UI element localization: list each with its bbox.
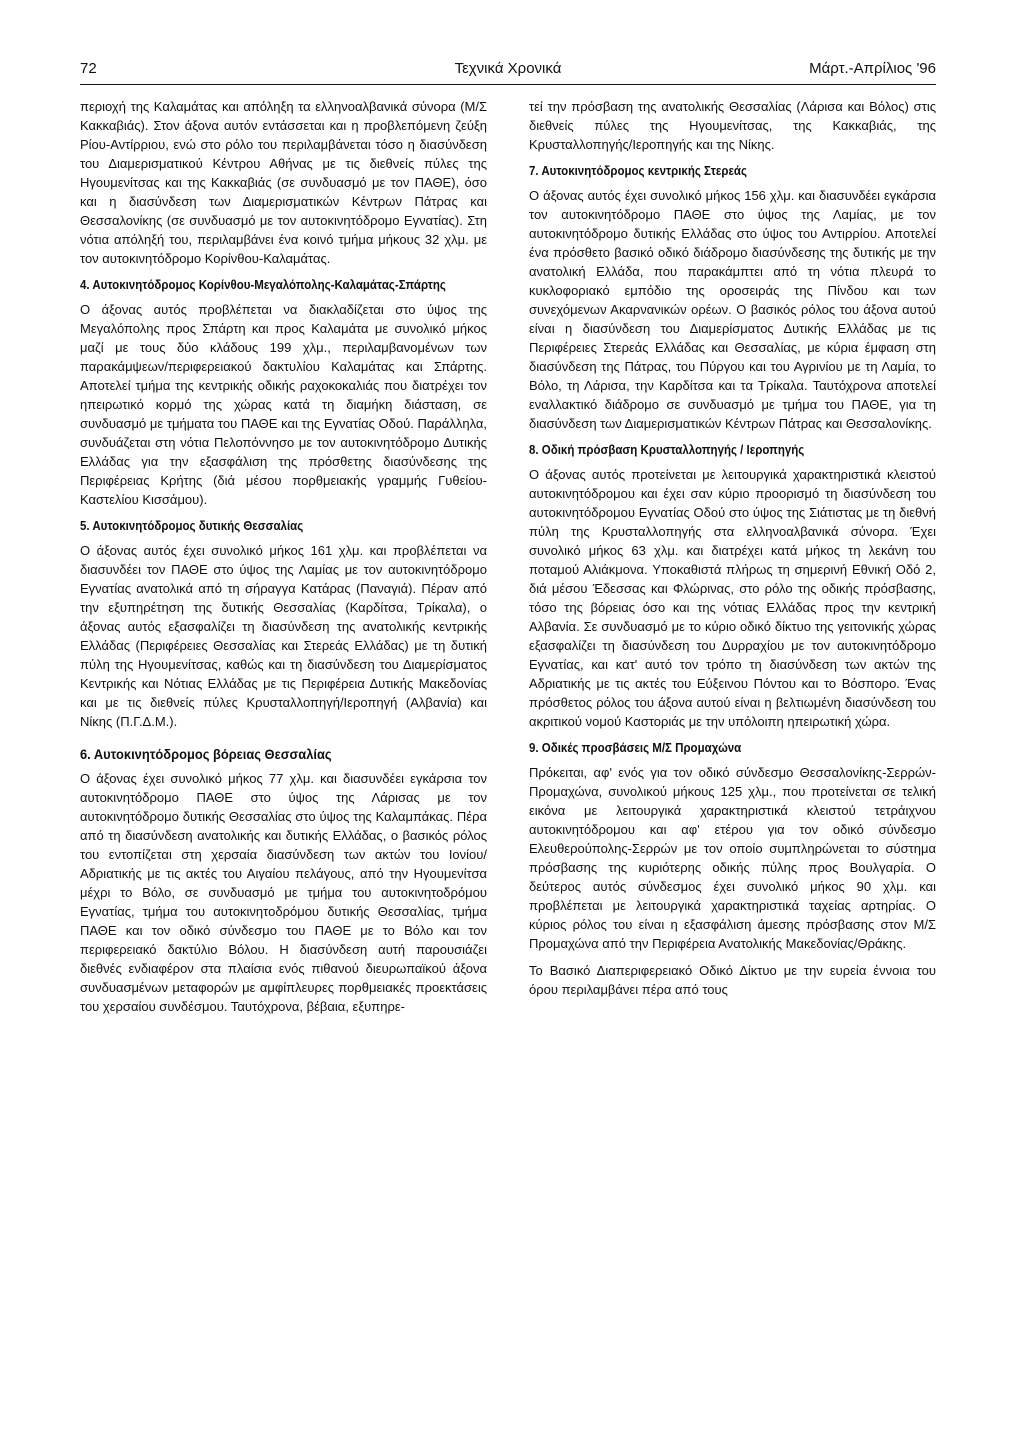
- left-column: [80, 97, 487, 1024]
- heading-section-5: 5. Αυτοκινητόδρομος δυτικής Θεσσαλίας: [80, 519, 304, 533]
- paragraph-left-2: Ο άξονας αυτός προβλέπεται να διακλαδίζεται στο ύψος της Μεγαλόπολης προς Σπάρτη και προς Καλαμάτα με συνολικό μήκος μαζί με τους δύο κλάδους 199 χλμ., περιλαμβανομένων των παρακάμψεων/περιφερειακού δακτυλίου Καλαμάτας και Σπάρτης. Αποτελεί τμήμα της κεντρικής οδικής ραχοκοκαλιάς που διατρέχει τον ηπειρωτικό κορμό της χώρας κατά τη διαμήκη διάσταση, σε συνδυασμό με τμήματα του ΠΑΘΕ και της Εγνατίας Οδού. Παράλληλα, συνδυάζεται στη νότια Πελοπόννησο με τον αυτοκινητόδρομο Δυτικής Ελλάδας για την εξασφάλιση της πρόσθετης διασύνδεσης της Περιφέρειας Κρήτης (διά μέσου πορθμειακής γραμμής Γυθείου-Καστελίου Κισσάμου).: [80, 302, 487, 507]
- right-column: [529, 97, 936, 1007]
- page-header: [80, 60, 936, 85]
- paragraph-right-2: Ο άξονας αυτός έχει συνολικό μήκος 156 χλμ. και διασυνδέει εγκάρσια τον αυτοκινητόδρομο ΠΑΘΕ στο ύψος της Λαμίας, με τον αυτοκινητόδρομο δυτικής Ελλάδας στο ύψος του Αντιρρίου. Αποτελεί ένα πρόσθετο βασικό οδικό διάδρομο διασύνδεσης της δυτικής με την ανατολική Ελλάδα, που παρακάμπτει από τη νότια πλευρά το κυκλοφοριακό εμπόδιο της οροσειράς της Πίνδου και των συνεχόμενων Ακαρνανικών ορέων. Ο βασικός ρόλος του άξονα αυτού είναι η διασύνδεση του Διαμερίσματος Δυτικής Ελλάδας με τις Περιφέρειες Στερεάς Ελλάδας και Θεσσαλίας, με κύρια έμφαση στη διασύνδεση της Πάτρας, του Πύργου και του Αγρινίου με τη Λαμία, το Βόλο, τη Λάρισα, την Καρδίτσα και τα Τρίκαλα. Ταυτόχρονα αποτελεί εναλλακτικό διάδρομο σε συνδυασμό με τμήμα του ΠΑΘΕ, για τη διασύνδεση των Διαμερισματικών Κέντρων Πάτρας και Θεσσαλονίκης.: [529, 188, 936, 431]
- paragraph-right-0: τεί την πρόσβαση της ανατολικής Θεσσαλίας (Λάρισα και Βόλος) στις διεθνείς πύλες της Ηγουμενίτσας, της Κακκαβιάς, της Κρυσταλλοπηγής/Ιεροπηγής και της Νίκης.: [529, 99, 936, 152]
- journal-title: Τεχνικά Χρονικά: [454, 60, 562, 77]
- paragraph-right-6: Πρόκειται, αφ' ενός για τον οδικό σύνδεσμο Θεσσαλονίκης-Σερρών-Προμαχώνα, συνολικού μήκους 125 χλμ., που προτείνεται σε τελική εικόνα με λειτουργικά χαρακτηριστικά κλειστού τετράιχνου αυτοκινητόδρομου και αφ' ετέρου για τον οδικό σύνδεσμο Ελευθερούπολης-Σερρών με τον οποίο συμπληρώνεται το σύστημα πρόσβασης της κυριότερης οδικής πύλης προς Βουλγαρία. Ο δεύτερος αυτός σύνδεσμος έχει συνολικό μήκος 90 χλμ. και προβλέπεται με λειτουργικά χαρακτηριστικά ταχείας αρτηρίας. Ο κύριος ρόλος του είναι η εξασφάλιση άμεσης πρόσβασης στον Μ/Σ Προμαχώνα από την Περιφέρεια Ανατολικής Μακεδονίας/Θράκης.: [529, 765, 936, 951]
- heading-section-6: 6. Αυτοκινητόδρομος βόρειας Θεσσαλίας: [80, 746, 332, 762]
- issue-date: Μάρτ.-Απρίλιος '96: [809, 60, 936, 77]
- paragraph-left-6: Ο άξονας έχει συνολικό μήκος 77 χλμ. και διασυνδέει εγκάρσια τον αυτοκινητόδρομο ΠΑΘΕ στο ύψος της Λάρισας με τον αυτοκινητόδρομο δυτικής Θεσσαλίας στο ύψος της Καλαμπάκας. Πέρα από τη διασύνδεση ανατολικής και δυτικής Ελλάδας, ο βασικός ρόλος του εντοπίζεται στη χερσαία διασύνδεση των ακτών του Ιονίου/Αδριατικής με τις ακτές του Αιγαίου πελάγους, από την Ηγουμενίτσα μέχρι το Βόλο, σε συνδυασμό με τμήμα του αυτοκινητοδρόμου Εγνατίας, τμήμα του αυτοκινητοδρόμου δυτικής Θεσσαλίας, τμήμα ΠΑΘΕ και τον οδικό σύνδεσμο του ΠΑΘΕ με το Βόλο και τον περιφερειακό δακτύλιο Βόλου. Η διασύνδεση αυτή παρουσιάζει διεθνές ενδιαφέρον στα πλαίσια ενός πιθανού διευρωπαϊκού άξονα συνδυασμένων μεταφορών με αμφίπλευρες πορθμειακές προεκτάσεις του χερσαίου συνδέσμου. Ταυτόχρονα, βέβαια, εξυπηρε-: [80, 771, 487, 1014]
- heading-section-7: 7. Αυτοκινητόδρομος κεντρικής Στερεάς: [529, 164, 747, 178]
- paragraph-right-4: Ο άξονας αυτός προτείνεται με λειτουργικά χαρακτηριστικά κλειστού αυτοκινητόδρομου και έχει σαν κύριο προορισμό τη διασύνδεση του αυτοκινητόδρομου Εγνατίας Οδού στο ύψος της Σιάτιστας με τη διεθνή πύλη της Κρυσταλλοπηγής στα ελληνοαλβανικά σύνορα. Έχει συνολικό μήκος 63 χλμ. και διατρέχει κατά μήκος τη λεκάνη του ποταμού Αλιάκμονα. Υποκαθιστά πλήρως τη σημερινή Εθνική Οδό 2, διά μέσου Έδεσσας και Φλώρινας, στο ρόλο της οδικής πρόσβασης, τόσο της βόρειας όσο και της νότιας Ελλάδας προς την κεντρική Αλβανία. Σε συνδυασμό με το κύριο οδικό δίκτυο της γειτονικής χώρας εξασφαλίζει τη διασύνδεση του Δυρραχίου με τον αυτοκινητόδρομο Εγνατίας, και κατ' αυτό τον τρόπο τη διασύνδεση των ακτών της Αδριατικής με τις ακτές του Εύξεινου Πόντου και το Βόσπορο. Ένας πρόσθετος ρόλος του άξονα αυτού είναι η βελτιωμένη διασύνδεση του ακριτικού νομού Καστοριάς με την υπόλοιπη ηπειρωτική χώρα.: [529, 467, 936, 729]
- paragraph-left-4: Ο άξονας αυτός έχει συνολικό μήκος 161 χλμ. και προβλέπεται να διασυνδέει τον ΠΑΘΕ στο ύψος της Λαμίας με τον αυτοκινητόδρομο Εγνατίας ανατολικά από τη σήραγγα Κατάρας (Παναγιά). Πέραν από την εξυπηρέτηση της δυτικής Θεσσαλίας (Καρδίτσα, Τρίκαλα), ο άξονας αυτός εξασφαλίζει τη διασύνδεση της ανατολικής κεντρικής Ελλάδας (Περιφέρειες Θεσσαλίας και Στερεάς Ελλάδας) με τη δυτική πύλη της Ηγουμενίτσας, καθώς και τη διασύνδεση του Διαμερίσματος Κεντρικής και Νότιας Ελλάδας με τις Περιφέρεια Δυτικής Μακεδονίας και με τις διεθνείς πύλες Κρυσταλλοπηγή/Ιεροπηγή (Αλβανία) και Νίκης (Π.Γ.Δ.Μ.).: [80, 543, 487, 729]
- heading-section-8: 8. Οδική πρόσβαση Κρυσταλλοπηγής / Ιεροπηγής: [529, 443, 805, 457]
- heading-section-9: 9. Οδικές προσβάσεις Μ/Σ Προμαχώνα: [529, 741, 742, 755]
- heading-section-4: 4. Αυτοκινητόδρομος Κορίνθου-Μεγαλόπολης-Καλαμάτας-Σπάρτης: [80, 278, 446, 292]
- page-number: 72: [80, 60, 97, 77]
- paragraph-left-0: περιοχή της Καλαμάτας και απόληξη τα ελληνοαλβανικά σύνορα (Μ/Σ Κακκαβιάς). Στον άξονα αυτόν εντάσσεται και η προβλεπόμενη ζεύξη Ρίου-Αντίρριου, ενώ στο ρόλο του περιλαμβάνεται τόσο η διασύνδεση του Διαμερισματικού Κέντρου Αθήνας με τις διεθνείς πύλες της Ηγουμενίτσας και της Κακκαβιάς (σε συνδυασμό με τον ΠΑΘΕ), όσο και η διασύνδεση των Διαμερισματικών Κέντρων Πάτρας και Θεσσαλονίκης (σε συνδυασμό με τον αυτοκινητόδρομο Εγνατίας). Στη νότια απόληξή του, περιλαμβάνει ένα κοινό τμήμα μήκους 32 χλμ. με τον αυτοκινητόδρομο Κορίνθου-Καλαμάτας.: [80, 99, 487, 266]
- paragraph-right-7: Το Βασικό Διαπεριφερειακό Οδικό Δίκτυο με την ευρεία έννοια του όρου περιλαμβάνει πέρα από τους: [529, 963, 936, 997]
